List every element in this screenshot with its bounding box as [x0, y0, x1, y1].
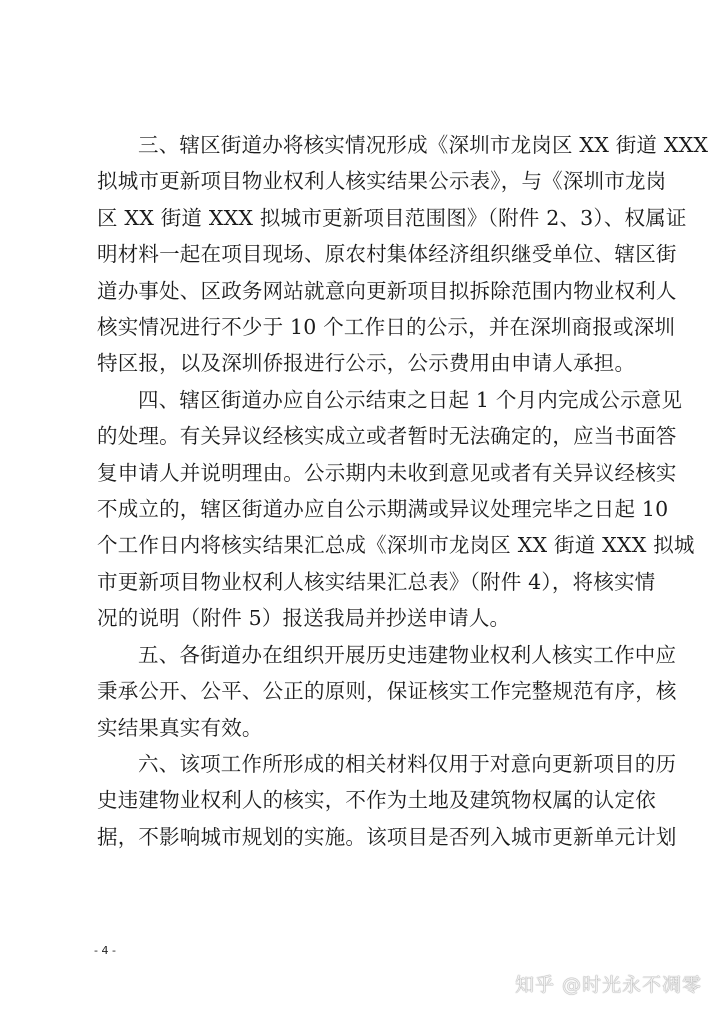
text-line: 秉承公开、公平、公正的原则，保证核实工作完整规范有序，核 — [97, 679, 677, 704]
text-line: 复申请人并说明理由。公示期内未收到意见或者有关异议经核实 — [97, 460, 677, 485]
paragraph-4 — [97, 382, 695, 637]
paragraph-5 — [97, 637, 677, 746]
document-body — [97, 127, 709, 855]
text-line: 不成立的，辖区街道办应自公示期满或异议处理完毕之日起 10 — [97, 497, 669, 522]
paragraph-3 — [97, 127, 709, 382]
text-line: 据，不影响城市规划的实施。该项目是否列入城市更新单元计划 — [97, 824, 677, 849]
text-line: 史违建物业权利人的核实，不作为土地及建筑物权属的认定依 — [97, 788, 656, 813]
text-line: 个工作日内将核实结果汇总成《深圳市龙岗区 XX 街道 XXX 拟城 — [97, 533, 695, 558]
text-line: 核实情况进行不少于 10 个工作日的公示，并在深圳商报或深圳 — [97, 315, 676, 340]
text-line: 明材料一起在项目现场、原农村集体经济组织继受单位、辖区街 — [97, 242, 677, 267]
text-line: 三、辖区街道办将核实情况形成《深圳市龙岗区 XX 街道 XXX — [138, 133, 709, 157]
text-line: 特区报，以及深圳侨报进行公示，公示费用由申请人承担。 — [97, 351, 636, 376]
text-line: 区 XX 街道 XXX 拟城市更新项目范围图》（附件 2、3）、权属证 — [97, 205, 687, 230]
text-line: 市更新项目物业权利人核实结果汇总表》（附件 4），将核实情 — [97, 569, 656, 594]
text-line: 六、该项工作所形成的相关材料仅用于对意向更新项目的历 — [138, 751, 677, 776]
paragraph-6 — [97, 746, 677, 855]
text-line: 拟城市更新项目物业权利人核实结果公示表》，与《深圳市龙岗 — [97, 169, 667, 194]
text-line: 道办事处、区政务网站就意向更新项目拟拆除范围内物业权利人 — [97, 278, 677, 303]
text-line: 况的说明（附件 5）报送我局并抄送申请人。 — [97, 606, 511, 631]
text-line: 实结果真实有效。 — [97, 715, 263, 740]
text-line: 五、各街道办在组织开展历史违建物业权利人核实工作中应 — [138, 642, 677, 667]
text-line: 四、辖区街道办应自公示结束之日起 1 个月内完成公示意见 — [138, 387, 683, 412]
watermark: 知乎 @时光永不凋零 — [514, 974, 702, 996]
page-number: - 4 - — [94, 944, 116, 957]
text-line: 的处理。有关异议经核实成立或者暂时无法确定的，应当书面答 — [97, 424, 677, 449]
